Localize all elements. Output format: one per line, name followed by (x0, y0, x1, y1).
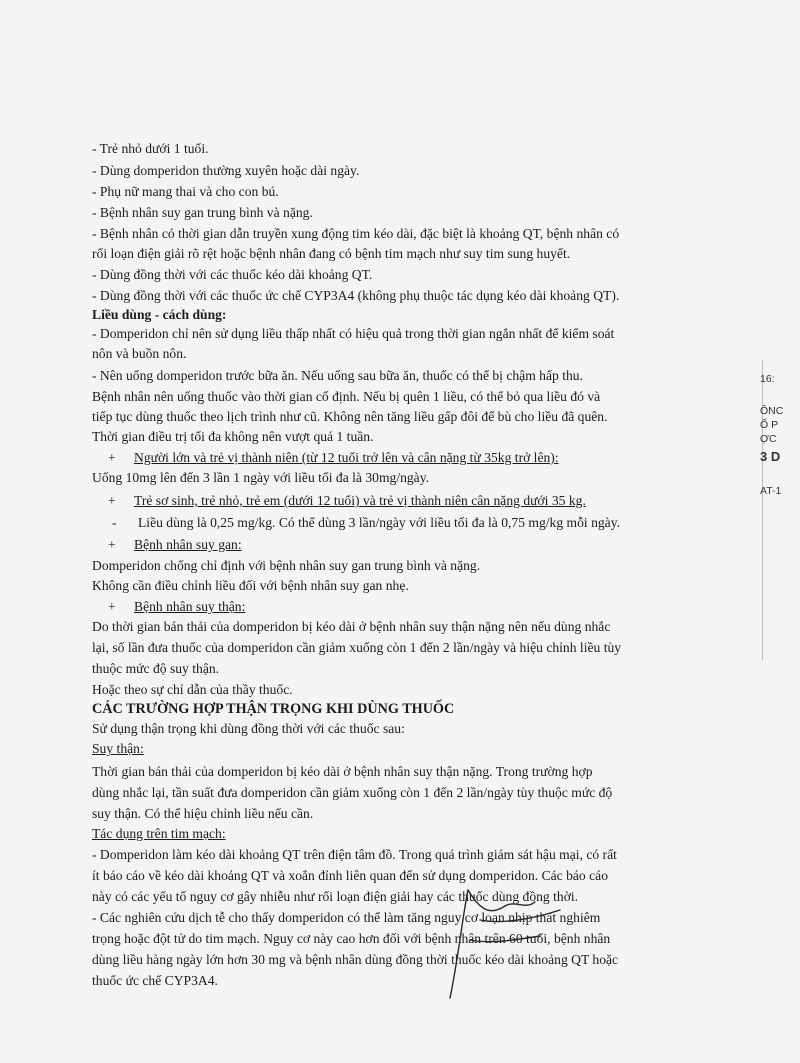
text-line: Hoặc theo sự chỉ dẫn của thầy thuốc. (92, 682, 293, 697)
text-line: Thời gian điều trị tối đa không nên vượt quá 1 tuần. (92, 429, 374, 444)
bullet-item (108, 598, 245, 616)
text-line: Do thời gian bán thải của domperidon bị kéo dài ở bệnh nhân suy thận nặng nên nếu dùng nhắc (92, 619, 611, 634)
text-line: - Domperidon làm kéo dài khoảng QT trên điện tâm đồ. Trong quá trình giám sát hậu mại, có rất (92, 847, 617, 862)
subheading-kidney: Bệnh nhân suy thận: (134, 599, 246, 614)
subheading-liver: Bệnh nhân suy gan: (134, 537, 242, 552)
text-line: - Dùng domperidon thường xuyên hoặc dài ngày. (92, 163, 360, 178)
edge-fragment: 16: (760, 373, 775, 385)
text-line: tiếp tục dùng thuốc theo lịch trình như cũ. Không nên tăng liều gấp đôi để bù cho liều đã quên. (92, 409, 608, 424)
bullet-text: Liều dùng là 0,25 mg/kg. Có thể dùng 3 lần/ngày với liều tối đa là 0,75 mg/kg mỗi ngày. (138, 515, 621, 530)
text-line: Uống 10mg lên đến 3 lần 1 ngày với liều tối đa là 30mg/ngày. (92, 470, 430, 485)
bullet-marker: + (108, 537, 116, 552)
text-line: thuốc ức chế CYP3A4. (92, 973, 218, 988)
bullet-marker: + (108, 599, 116, 614)
text-line: trọng hoặc đột tử do tim mạch. Nguy cơ này cao hơn đối với bệnh nhân trên 60 tuổi, bệnh nhân (92, 931, 611, 946)
text-line: rối loạn điện giải rõ rệt hoặc bệnh nhân đang có bệnh tim mạch như suy tim sung huyết. (92, 246, 571, 261)
bullet-item (108, 449, 559, 467)
text-line: - Trẻ nhỏ dưới 1 tuổi. (92, 141, 209, 156)
text-line: Thời gian bán thải của domperidon bị kéo dài ở bệnh nhân suy thận nặng. Trong trường hợp (92, 764, 593, 779)
text-line: - Các nghiên cứu dịch tễ cho thấy domperidon có thể làm tăng nguy cơ loạn nhịp thất nghiêm (92, 910, 601, 925)
text-line: dùng nhắc lại, tần suất đưa domperidon cần giảm xuống còn 1 đến 2 lần/ngày tùy thuộc mức độ (92, 785, 613, 800)
text-line: - Phụ nữ mang thai và cho con bú. (92, 184, 279, 199)
text-line: - Bệnh nhân có thời gian dẫn truyền xung động tim kéo dài, đặc biệt là khoảng QT, bệnh nhân có (92, 226, 620, 241)
text-line: nôn và buồn nôn. (92, 346, 187, 361)
bullet-marker: + (108, 450, 116, 465)
text-line: suy thận. Có thể hiệu chỉnh liều nếu cần. (92, 806, 314, 821)
subheading-children: Trẻ sơ sinh, trẻ nhỏ, trẻ em (dưới 12 tuổi) và trẻ vị thành niên cân nặng dưới 35 kg. (134, 493, 586, 508)
edge-fragment: ÔNC (760, 405, 784, 417)
bullet-item (108, 536, 242, 554)
bullet-marker: - (112, 515, 117, 530)
text-line: lại, số lần đưa thuốc của domperidon cần giảm xuống còn 1 đến 2 lần/ngày và hiệu chỉnh liều tùy (92, 640, 622, 655)
text-line: - Domperidon chỉ nên sử dụng liều thấp nhất có hiệu quả trong thời gian ngắn nhất để kiểm soát (92, 326, 615, 341)
text-line: Domperidon chống chỉ định với bệnh nhân suy gan trung bình và nặng. (92, 558, 481, 573)
text-line: dùng liều hàng ngày lớn hơn 30 mg và bệnh nhân dùng đồng thời thuốc kéo dài khoảng QT hoặc (92, 952, 619, 967)
text-line: Bệnh nhân nên uống thuốc vào thời gian cố định. Nếu bị quên 1 liều, có thể bỏ qua liều đó và (92, 389, 601, 404)
edge-fragment: Ố P (760, 419, 779, 431)
subheading-renal: Suy thận: (92, 741, 144, 756)
text-line: Sử dụng thận trọng khi dùng đồng thời với các thuốc sau: (92, 721, 405, 736)
bullet-item (108, 492, 586, 510)
section-heading-dosage: Liều dùng - cách dùng: (92, 307, 227, 322)
edge-fragment: 3 D (760, 449, 781, 464)
text-line: - Dùng đồng thời với các thuốc kéo dài khoảng QT. (92, 267, 373, 282)
text-line: Không cần điều chỉnh liều đối với bệnh nhân suy gan nhẹ. (92, 578, 409, 593)
bullet-marker: + (108, 493, 116, 508)
text-line: ít báo cáo về kéo dài khoảng QT và xoắn đỉnh liên quan đến sử dụng domperidon. Các báo cáo (92, 868, 608, 883)
edge-fragment: AT-1 (760, 485, 782, 497)
text-line: thuộc mức độ suy thận. (92, 661, 220, 676)
text-line: - Nên uống domperidon trước bữa ăn. Nếu uống sau bữa ăn, thuốc có thể bị chậm hấp thu. (92, 368, 583, 383)
edge-fragment: ỢC (760, 433, 777, 445)
text-line: - Bệnh nhân suy gan trung bình và nặng. (92, 205, 313, 220)
text-line: - Dùng đồng thời với các thuốc ức chế CYP3A4 (không phụ thuộc tác dụng kéo dài khoảng QT). (92, 288, 620, 303)
subheading-adults: Người lớn và trẻ vị thành niên (từ 12 tuổi trở lên và cân nặng từ 35kg trở lên): (134, 450, 559, 465)
bullet-item (112, 514, 620, 532)
section-heading-precautions: CÁC TRƯỜNG HỢP THẬN TRỌNG KHI DÙNG THUỐC (92, 701, 455, 717)
text-line: này có các yếu tố nguy cơ gây nhiễu như rối loạn điện giải hay các thuốc dùng đồng thời. (92, 889, 579, 904)
subheading-cardio: Tác dụng trên tim mạch: (92, 826, 226, 841)
